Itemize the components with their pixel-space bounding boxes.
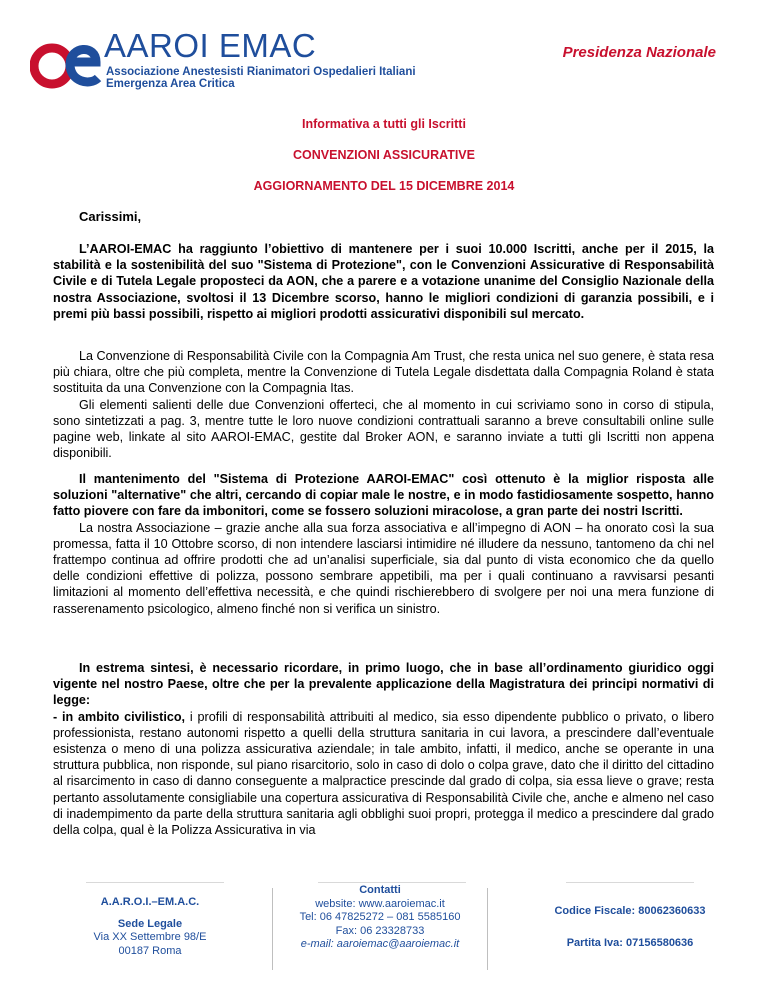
paragraph-associazione: La nostra Associazione – grazie anche alla sua forza associativa e all’impegno di AON – ha onorato così la sua promessa, fatta il 10 Ottobre scorso, di non intendere lasciarsi intimidire né illudere da nessuno, tantomeno da chi nel frattempo continua ad offrire prodotti che ad un’analisi superficiale, sia dal punto di vista economico che da quello delle condizioni effettive di polizza, possono sembrare appetibili, ma per i quali continuano a ravvisarsi pesanti limitazioni al momento dell’effettiva necessità, e che quindi rischierebbero di svolgere per noi una mera funzione di rasserenamento psicologico, almeno finché non si verifica un sinistro. [53,520,714,616]
paragraph-elementi: Gli elementi salienti delle due Convenzioni offerteci, che al momento in cui scriviamo sono in corso di stipula, sono sintetizzati a pag. 3, mentre tutte le loro nuove condizioni contrattuali saranno a breve consultabili online sulle pagine web, linkate al sito AAROI-EMAC, gestite dal Broker AON, e saranno inviate a tutti gli Iscritti non appena disponibili. [53,397,714,461]
sintesi-paragraph-block [53,660,714,838]
brand-wordmark: AAROI EMAC [104,27,317,64]
presidenza-label: Presidenza Nazionale [562,44,716,61]
letterhead [0,0,768,110]
footer-sede [60,896,240,958]
footer-sede-city: 00187 Roma [118,944,182,957]
association-name: Associazione Anestesisti Rianimatori Ospedalieri Italiani Emergenza Area Critica [106,66,416,90]
salutation: Carissimi, [79,209,142,224]
paragraph-sintesi: In estrema sintesi, è necessario ricordare, in primo luogo, che in base all’ordinamento giuridico oggi vigente nel nostro Paese, oltre che per la prevalente applicazione della Magistratura dei principi normativi di legge: [53,661,714,708]
footer-org: A.A.R.O.I.–EM.A.C. [100,896,200,908]
convenzioni-title: CONVENZIONI ASSICURATIVE [293,148,475,162]
paragraph-mantenimento: Il mantenimento del "Sistema di Protezione AAROI-EMAC" così ottenuto è la miglior risposta alle soluzioni "alternative" che altri, cercando di copiar male le nostre, e in modo fastidiosamente sospetto, hanno fatto piovere con fare da imbonitori, come se fossero soluzioni miracolose, a gran parte dei nostri Iscritti. [53,472,714,519]
footer-phone: Tel: 06 47825272 – 081 5585160 [299,911,461,923]
footer-fax: Fax: 06 23328733 [335,924,425,937]
footer-codice-fiscale: Codice Fiscale: 80062360633 [554,905,706,917]
footer-website[interactable]: website: www.aaroiemac.it [315,897,445,910]
footer-contatti-title: Contatti [359,884,401,896]
footer [0,880,768,994]
convenzioni-paragraph-block [53,348,714,461]
intro-paragraph-block [53,241,714,322]
footer-contatti [280,884,480,952]
footer-email[interactable]: e-mail: aaroiemac@aaroiemac.it [300,938,460,950]
footer-sede-title: Sede Legale [117,917,183,930]
footer-fiscal [500,905,760,950]
informativa-title: Informativa a tutti gli Iscritti [302,117,466,131]
footer-sede-address: Via XX Settembre 98/E [93,931,207,943]
sistema-paragraph-block [53,471,714,617]
paragraph-civilistico: - in ambito civilistico, i profili di responsabilità attribuiti al medico, sia esso dipendente pubblico o privato, o libero professionista, restano autonomi rispetto a quelli della struttura sanitaria in cui lavora, a prescindere dall’eventuale esistenza o meno di una polizza assicurativa aziendale; in tale ambito, infatti, il medico, anche se operante in una struttura pubblica, non risponde, sul piano risarcitorio, solo in caso di dolo o colpa grave, dato che il diritto del cittadino al risarcimento in caso di danno conseguente a malpractice prescinde dal grado di colpa, sia essa lieve o grave; resta pertanto assolutamente consigliabile una copertura assicurativa di Responsabilità Civile che, anche e almeno nel caso di inadempimento da parte della struttura sanitaria agli obblighi suoi propri, protegga il medico a prescindere dal grado della colpa, qual è la Polizza Assicurativa in via [53,709,714,838]
aaroi-logo-icon [30,34,102,94]
aggiornamento-title: AGGIORNAMENTO DEL 15 DICEMBRE 2014 [253,179,515,193]
footer-partita-iva: Partita Iva: 07156580636 [566,936,694,949]
paragraph-obiettivo: L’AAROI-EMAC ha raggiunto l’obiettivo di mantenere per i suoi 10.000 Iscritti, anche per il 2015, la stabilità e la sostenibilità del suo "Sistema di Protezione", con le Convenzioni Assicurative di Responsabilità Civile e di Tutela Legale proposteci da AON, che a parere e a votazione unanime del Consiglio Nazionale della nostra Associazione, svoltosi il 13 Dicembre scorso, hanno le migliori condizioni di garanzia possibili, e i premi più bassi possibili, rispetto ai migliori prodotti assicurativi disponibili sul mercato. [53,242,714,321]
paragraph-responsabilita: La Convenzione di Responsabilità Civile con la Compagnia Am Trust, che resta unica nel suo genere, è stata resa più chiara, oltre che più completa, mentre la Convenzione di Tutela Legale disdettata dalla Compagnia Roland è stata sostituita da una Convenzione con la Compagnia Itas. [53,349,714,396]
